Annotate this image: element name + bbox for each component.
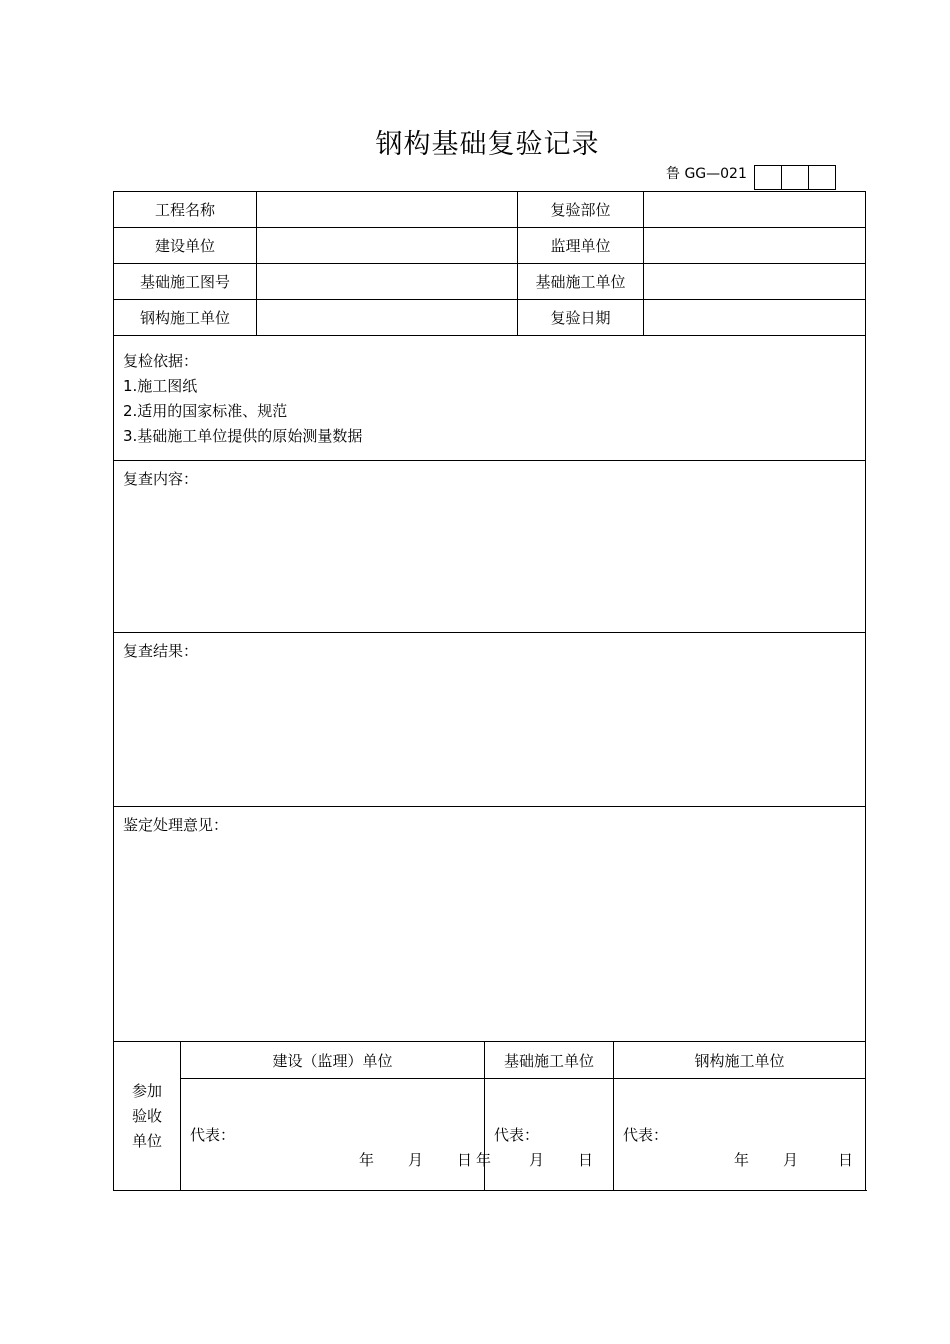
result-section[interactable]: [114, 633, 866, 807]
date-month: 月: [528, 1151, 544, 1169]
label-recheck-part: 复验部位: [518, 192, 644, 228]
sign-cell-steel-contractor[interactable]: [614, 1079, 866, 1191]
value-foundation-contractor[interactable]: [644, 264, 866, 300]
result-row: [114, 633, 866, 807]
value-recheck-date[interactable]: [644, 300, 866, 336]
value-steel-contractor[interactable]: [257, 300, 518, 336]
info-row-4: [114, 300, 866, 336]
representative-label: 代表：: [623, 1126, 669, 1144]
representative-label: 代表：: [494, 1126, 540, 1144]
date-day: 日: [578, 1151, 594, 1169]
opinion-section[interactable]: [114, 807, 866, 1042]
participants-sign-row: [114, 1079, 866, 1191]
sign-date: [476, 1149, 593, 1170]
column-foundation-contractor: 基础施工单位: [485, 1042, 614, 1079]
form-title: 钢构基础复验记录: [375, 129, 600, 160]
basis-item: 2.适用的国家标准、规范: [123, 402, 288, 420]
sign-date: [734, 1149, 853, 1170]
result-heading: 复查结果：: [123, 642, 199, 660]
label-supervision-unit: 监理单位: [518, 228, 644, 264]
date-month: 月: [783, 1151, 799, 1169]
participants-header-row: [114, 1042, 866, 1079]
info-row-2: [114, 228, 866, 264]
info-row-1: [114, 192, 866, 228]
sign-cell-owner-supervision[interactable]: [181, 1079, 485, 1191]
label-steel-contractor: 钢构施工单位: [114, 300, 257, 336]
form-code: 鲁 GG—021: [666, 166, 747, 182]
value-construction-unit[interactable]: [257, 228, 518, 264]
label-foundation-drawing-no: 基础施工图号: [114, 264, 257, 300]
content-row: [114, 461, 866, 633]
value-recheck-part[interactable]: [644, 192, 866, 228]
representative-label: 代表：: [190, 1126, 236, 1144]
opinion-row: [114, 807, 866, 1042]
code-boxes: [754, 165, 836, 190]
basis-row: [114, 336, 866, 461]
record-table: [113, 191, 866, 1191]
opinion-heading: 鉴定处理意见：: [123, 816, 229, 834]
column-steel-contractor: 钢构施工单位: [614, 1042, 866, 1079]
value-project-name[interactable]: [257, 192, 518, 228]
participants-label: [114, 1042, 181, 1191]
content-heading: 复查内容：: [123, 470, 199, 488]
content-section[interactable]: [114, 461, 866, 633]
code-box-1[interactable]: [754, 165, 782, 190]
basis-item: 1.施工图纸: [123, 377, 198, 395]
basis-item: 3.基础施工单位提供的原始测量数据: [123, 427, 363, 445]
value-foundation-drawing-no[interactable]: [257, 264, 518, 300]
label-construction-unit: 建设单位: [114, 228, 257, 264]
sign-cell-foundation-contractor[interactable]: [475, 1079, 614, 1191]
date-month: 月: [407, 1151, 423, 1169]
label-project-name: 工程名称: [114, 192, 257, 228]
sign-date: [359, 1149, 472, 1170]
participants-label-line: 验收: [131, 1106, 162, 1125]
date-day: 日: [838, 1151, 854, 1169]
info-row-3: [114, 264, 866, 300]
code-box-2[interactable]: [781, 165, 809, 190]
value-supervision-unit[interactable]: [644, 228, 866, 264]
label-foundation-contractor: 基础施工单位: [518, 264, 644, 300]
participants-label-line: 参加: [131, 1081, 162, 1100]
participants-label-line: 单位: [131, 1131, 162, 1150]
code-box-3[interactable]: [808, 165, 836, 190]
column-owner-supervision: 建设（监理）单位: [181, 1042, 485, 1079]
label-recheck-date: 复验日期: [518, 300, 644, 336]
basis-section[interactable]: [114, 336, 866, 461]
date-year: 年: [358, 1151, 374, 1169]
date-year: 年: [475, 1151, 491, 1169]
date-year: 年: [733, 1151, 749, 1169]
date-day: 日: [457, 1151, 473, 1169]
basis-heading: 复检依据：: [123, 352, 199, 370]
